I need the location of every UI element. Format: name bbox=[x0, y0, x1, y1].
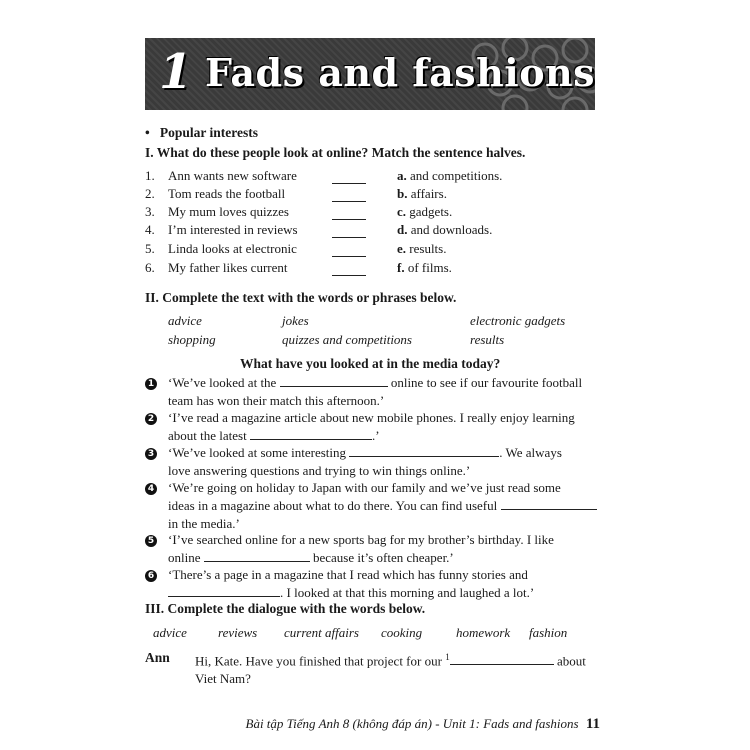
option-letter: c. bbox=[397, 204, 407, 219]
list-item: 3. bbox=[145, 204, 155, 219]
footer-text: Bài tập Tiếng Anh 8 (không đáp án) - Unit 1: Fads and fashions bbox=[245, 716, 579, 731]
dialogue-line: Hi, Kate. Have you finished that project for our $^1$ about Viet Nam? bbox=[195, 652, 586, 687]
word-box-item: reviews bbox=[218, 625, 258, 640]
exercise-item: ‘We’ve looked at the online to see if our favourite football team has won their match this afternoon.’ bbox=[168, 375, 583, 408]
exercise-item: ‘I’ve searched online for a new sports bag for my brother’s birthday. I like online because it’s often cheaper.’ bbox=[168, 532, 554, 565]
answer-blank[interactable] bbox=[349, 445, 499, 457]
answer-blank[interactable] bbox=[332, 245, 366, 257]
word-box-item: homework bbox=[456, 625, 511, 640]
word-box-item: electronic gadgets bbox=[470, 313, 566, 328]
list-item-text: I’m interested in reviews bbox=[168, 222, 298, 237]
unit-title-banner bbox=[145, 38, 595, 110]
answer-blank[interactable] bbox=[250, 428, 372, 440]
list-item: 5. bbox=[145, 241, 155, 256]
option-letter: d. bbox=[397, 222, 408, 237]
list-item: 2. bbox=[145, 186, 155, 201]
option-text: affairs. bbox=[410, 186, 447, 201]
answer-blank[interactable] bbox=[332, 264, 366, 276]
answer-blank[interactable] bbox=[332, 172, 366, 184]
word-box-item: fashion bbox=[529, 625, 568, 640]
answer-blank[interactable] bbox=[280, 375, 388, 387]
option-letter: b. bbox=[397, 186, 408, 201]
number-badge-icon: 2 bbox=[145, 413, 157, 425]
list-item-text: My mum loves quizzes bbox=[168, 204, 289, 219]
option-text: of films. bbox=[407, 260, 452, 275]
number-badge-icon: 1 bbox=[145, 378, 157, 390]
bullet-heading bbox=[145, 125, 258, 141]
unit-number: 1 bbox=[159, 44, 193, 100]
list-item-text: Linda looks at electronic bbox=[168, 241, 297, 256]
option-text: and downloads. bbox=[410, 222, 493, 237]
answer-blank[interactable] bbox=[332, 226, 366, 238]
answer-blank[interactable] bbox=[332, 208, 366, 220]
word-box-item: shopping bbox=[168, 332, 216, 347]
answer-blank[interactable] bbox=[501, 498, 597, 510]
number-badge-icon: 6 bbox=[145, 570, 157, 582]
answer-blank[interactable] bbox=[450, 653, 554, 665]
option-text: results. bbox=[409, 241, 447, 256]
word-box-item: results bbox=[470, 332, 505, 347]
section-2-heading: II. Complete the text with the words or phrases below. bbox=[145, 290, 457, 305]
number-badge-icon: 3 bbox=[145, 448, 157, 460]
list-item-text: Tom reads the football bbox=[168, 186, 286, 201]
page-number: 11 bbox=[585, 716, 600, 732]
bullet-heading-text: Popular interests bbox=[159, 125, 258, 140]
section-2-subheading: What have you looked at in the media today? bbox=[240, 356, 501, 371]
speaker-name: Ann bbox=[145, 650, 170, 665]
option-letter: e. bbox=[397, 241, 407, 256]
option-letter: a. bbox=[397, 168, 407, 183]
list-item-text: My father likes current bbox=[168, 260, 288, 275]
unit-title: Fads and fashions bbox=[205, 50, 595, 95]
list-item-text: Ann wants new software bbox=[168, 168, 297, 183]
section-1-heading: I. What do these people look at online? Match the sentence halves. bbox=[145, 145, 526, 160]
exercise-item: ‘We’re going on holiday to Japan with our family and we’ve just read some ideas in a magazine about what to do there. You can find useful in the media.’ bbox=[168, 479, 604, 533]
gap-number: 1 bbox=[445, 652, 450, 662]
exercise-item: ‘We’ve looked at some interesting . We always love answering questions and trying to win things online.’ bbox=[168, 445, 562, 478]
word-box-item: cooking bbox=[381, 625, 423, 640]
bullet-icon: • bbox=[145, 125, 150, 140]
option-text: and competitions. bbox=[410, 168, 503, 183]
number-badge-icon: 4 bbox=[145, 483, 157, 495]
word-box-item: advice bbox=[153, 625, 187, 640]
exercise-item: ‘There’s a page in a magazine that I read which has funny stories and . I looked at that this morning and laughed a lot.’ bbox=[168, 567, 535, 600]
answer-blank[interactable] bbox=[332, 190, 366, 202]
option-text: gadgets. bbox=[409, 204, 453, 219]
option-letter: f. bbox=[397, 260, 405, 275]
list-item: 1. bbox=[145, 168, 155, 183]
page-footer bbox=[246, 716, 601, 733]
exercise-item: ‘I’ve read a magazine article about new mobile phones. I really enjoy learning about the latest .’ bbox=[168, 410, 575, 443]
word-box-item: current affairs bbox=[284, 625, 359, 640]
word-box-item: quizzes and competitions bbox=[282, 332, 412, 347]
number-badge-icon: 5 bbox=[145, 535, 157, 547]
word-box-item: jokes bbox=[282, 313, 309, 328]
section-3-heading: III. Complete the dialogue with the words below. bbox=[145, 601, 426, 616]
answer-blank[interactable] bbox=[204, 550, 310, 562]
list-item: 4. bbox=[145, 222, 155, 237]
answer-blank[interactable] bbox=[168, 585, 280, 597]
word-box-item: advice bbox=[168, 313, 202, 328]
list-item: 6. bbox=[145, 260, 155, 275]
